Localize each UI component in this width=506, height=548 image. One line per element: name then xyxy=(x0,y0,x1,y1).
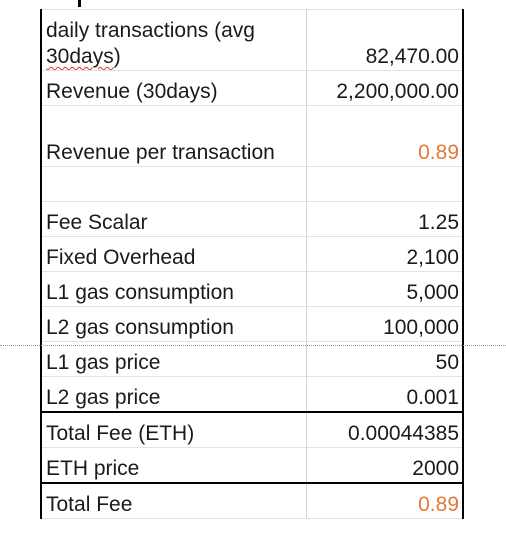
page-break-guide xyxy=(0,345,506,346)
table-row xyxy=(41,237,463,272)
cell-l2-gas-consumption-value[interactable]: 100,000 xyxy=(306,307,463,342)
cell-fixed-overhead-value[interactable]: 2,100 xyxy=(306,237,463,272)
spellcheck-flagged-word: 30days xyxy=(46,45,114,68)
cell-revenue-per-transaction-label[interactable]: Revenue per transaction xyxy=(41,106,306,167)
cell-fixed-overhead-label[interactable]: Fixed Overhead xyxy=(41,237,306,272)
cell-l2-gas-price-value[interactable]: 0.001 xyxy=(306,377,463,413)
table-row xyxy=(41,10,463,71)
cell-blank-label[interactable] xyxy=(41,167,306,202)
cell-eth-price-value[interactable]: 2000 xyxy=(306,448,463,484)
table-row xyxy=(41,307,463,342)
cell-fee-scalar-value[interactable]: 1.25 xyxy=(306,202,463,237)
cell-total-fee-label[interactable]: Total Fee xyxy=(41,483,306,519)
cell-revenue-per-transaction-value[interactable]: 0.89 xyxy=(306,106,463,167)
table-row xyxy=(41,272,463,307)
table-row xyxy=(41,167,463,202)
table-row xyxy=(41,483,463,519)
table-row xyxy=(41,342,463,377)
cell-revenue-value[interactable]: 2,200,000.00 xyxy=(306,71,463,106)
spreadsheet-grid xyxy=(40,9,464,519)
cell-text: ) xyxy=(113,45,121,68)
cell-l2-gas-consumption-label[interactable]: L2 gas consumption xyxy=(41,307,306,342)
cell-text: daily transactions (avg xyxy=(46,19,255,42)
table-row xyxy=(41,202,463,237)
cell-revenue-label[interactable]: Revenue (30days) xyxy=(41,71,306,106)
cell-daily-transactions-value[interactable]: 82,470.00 xyxy=(306,10,463,71)
cell-total-fee-value[interactable]: 0.89 xyxy=(306,483,463,519)
cell-eth-price-label[interactable]: ETH price xyxy=(41,448,306,484)
cell-daily-transactions-label[interactable] xyxy=(41,10,306,71)
cell-total-fee-eth-value[interactable]: 0.00044385 xyxy=(306,412,463,448)
cell-l1-gas-consumption-value[interactable]: 5,000 xyxy=(306,272,463,307)
table-row xyxy=(41,71,463,106)
table-row xyxy=(41,106,463,167)
cell-l1-gas-consumption-label[interactable]: L1 gas consumption xyxy=(41,272,306,307)
cell-blank-value[interactable] xyxy=(306,167,463,202)
cell-l2-gas-price-label[interactable]: L2 gas price xyxy=(41,377,306,413)
cell-l1-gas-price-label[interactable]: L1 gas price xyxy=(41,342,306,377)
table-row xyxy=(41,412,463,448)
cell-fee-scalar-label[interactable]: Fee Scalar xyxy=(41,202,306,237)
cell-l1-gas-price-value[interactable]: 50 xyxy=(306,342,463,377)
cell-border-fragment xyxy=(78,0,81,7)
table-row xyxy=(41,448,463,484)
cell-total-fee-eth-label[interactable]: Total Fee (ETH) xyxy=(41,412,306,448)
table-row xyxy=(41,377,463,413)
